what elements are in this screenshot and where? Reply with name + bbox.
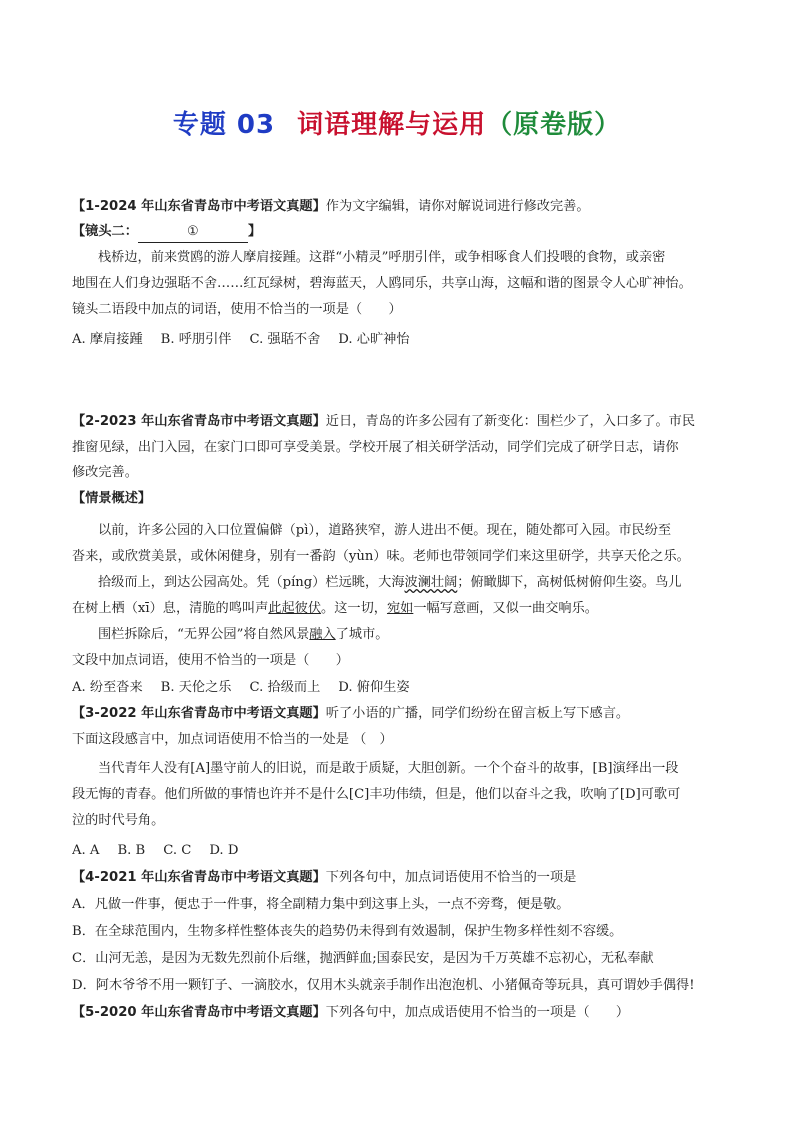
q2-intro-line: 修改完善。: [72, 465, 138, 480]
q1-option: A. 摩肩接踵: [72, 332, 143, 347]
q3-paragraph-line: 段无悔的青春。他们所做的事情也许并不是什么[C]丰功伟绩，但是，他们以奋斗之我，吹响了[D]可歌可: [72, 787, 681, 802]
q1-option: D. 心旷神怡: [338, 332, 410, 347]
q1-options: [72, 330, 732, 350]
q1-blank: ①: [138, 222, 248, 243]
q2-paragraph-line: 围栏拆除后，“无界公园”将自然风景融入了城市。: [98, 627, 389, 642]
title-topic-name: 词语理解与运用: [297, 110, 487, 140]
q3-option: A. A: [72, 843, 100, 858]
q1-stem: 镜头二语段中加点的词语，使用不恰当的一项是（ ）: [72, 302, 402, 317]
q2-option: D. 俯仰生姿: [338, 680, 410, 695]
q3-stem: 下面这段感言中，加点词语使用不恰当的一处是 （ ）: [72, 732, 393, 747]
q3-option: D. D: [209, 843, 239, 858]
q3-options: [72, 841, 732, 861]
q2-paragraph-line: 在树上栖（xī）息，清脆的鸣叫声此起彼伏。这一切，宛如一幅写意画，又似一曲交响乐。: [72, 601, 598, 616]
q3-paragraph-line: 泣的时代号角。: [72, 813, 165, 828]
q4-option: A．凡做一件事，便忠于一件事，将全副精力集中到这事上头，一点不旁骛，便是敬。: [72, 897, 570, 912]
q5-heading: 【5-2020 年山东省青岛市中考语文真题】下列各句中，加点成语使用不恰当的一项是（ ）: [72, 1005, 630, 1020]
wavy-underlined-phrase: 波澜壮阔: [404, 575, 458, 590]
q3-heading: 【3-2022 年山东省青岛市中考语文真题】听了小语的广播，同学们纷纷在留言板上写下感言。: [72, 706, 630, 721]
underlined-phrase: 宛如: [386, 601, 414, 616]
q2-stem: 文段中加点词语，使用不恰当的一项是（ ）: [72, 653, 349, 668]
q1-paragraph-line: 栈桥边，前来赏鸥的游人摩肩接踵。这群“小精灵”呼朋引伴，或争相啄食人们投喂的食物，或亲密: [98, 250, 666, 265]
q3-option: C. C: [163, 843, 192, 858]
q3-paragraph-line: 当代青年人没有[A]墨守前人的旧说，而是敢于质疑，大胆创新。一个个奋斗的故事，[B]演绎出一段: [98, 761, 679, 776]
q1-shot-label: 【镜头二： ① 】: [72, 222, 732, 243]
title-edition: （原卷版）: [486, 110, 622, 140]
page-title: [0, 104, 794, 141]
q2-paragraph-line: 沓来，或欣赏美景，或休闲健身，别有一番韵（yùn）味。老师也带领同学们来这里研学，共享天伦之乐。: [72, 549, 690, 564]
q2-section-label: 【情景概述】: [72, 491, 152, 506]
q3-option: B. B: [117, 843, 146, 858]
q4-heading: 【4-2021 年山东省青岛市中考语文真题】下列各句中，加点词语使用不恰当的一项是: [72, 870, 577, 885]
q2-options: [72, 678, 732, 698]
q4-option: B．在全球范围内，生物多样性整体丧失的趋势仍未得到有效遏制，保护生物多样性刻不容缓。: [72, 924, 623, 939]
underlined-phrase: 融入: [309, 627, 336, 642]
q4-option: D．阿木爷爷不用一颗钉子、一滴胶水，仅用木头就亲手制作出泡泡机、小猪佩奇等玩具，真可谓妙手偶得!: [72, 978, 695, 993]
q2-option: C. 拾级而上: [249, 680, 321, 695]
title-topic-number: 专题 03: [172, 110, 276, 140]
q2-paragraph-line: 以前，许多公园的入口位置偏僻（pì），道路狭窄，游人进出不便。现在，随处都可入园。市民纷至: [98, 523, 672, 538]
q2-paragraph-line: 拾级而上，到达公园高处。凭（píng）栏远眺，大海波澜壮阔；俯瞰脚下，高树低树俯仰生姿。鸟儿: [98, 575, 682, 590]
q4-option: C．山河无恙，是因为无数先烈前仆后继，抛洒鲜血;国泰民安，是因为千万英雄不忘初心，无私奉献: [72, 951, 654, 966]
q2-heading: 【2-2023 年山东省青岛市中考语文真题】近日，青岛的许多公园有了新变化：围栏少了，入口多了。市民: [72, 414, 696, 429]
q1-option: B. 呼朋引伴: [160, 332, 232, 347]
underlined-phrase: 此起彼伏: [268, 601, 322, 616]
q2-intro-line: 推窗见绿，出门入园，在家门口即可享受美景。学校开展了相关研学活动，同学们完成了研学日志，请你: [72, 440, 679, 455]
q2-option: A. 纷至沓来: [72, 680, 143, 695]
q1-paragraph-line: 地围在人们身边强聒不舍……红瓦绿树，碧海蓝天，人鸥同乐，共享山海，这幅和谐的图景令人心旷神怡。: [72, 276, 692, 291]
q1-heading: 【1-2024 年山东省青岛市中考语文真题】作为文字编辑，请你对解说词进行修改完善。: [72, 199, 590, 214]
q1-option: C. 强聒不舍: [249, 332, 321, 347]
q2-option: B. 天伦之乐: [160, 680, 232, 695]
